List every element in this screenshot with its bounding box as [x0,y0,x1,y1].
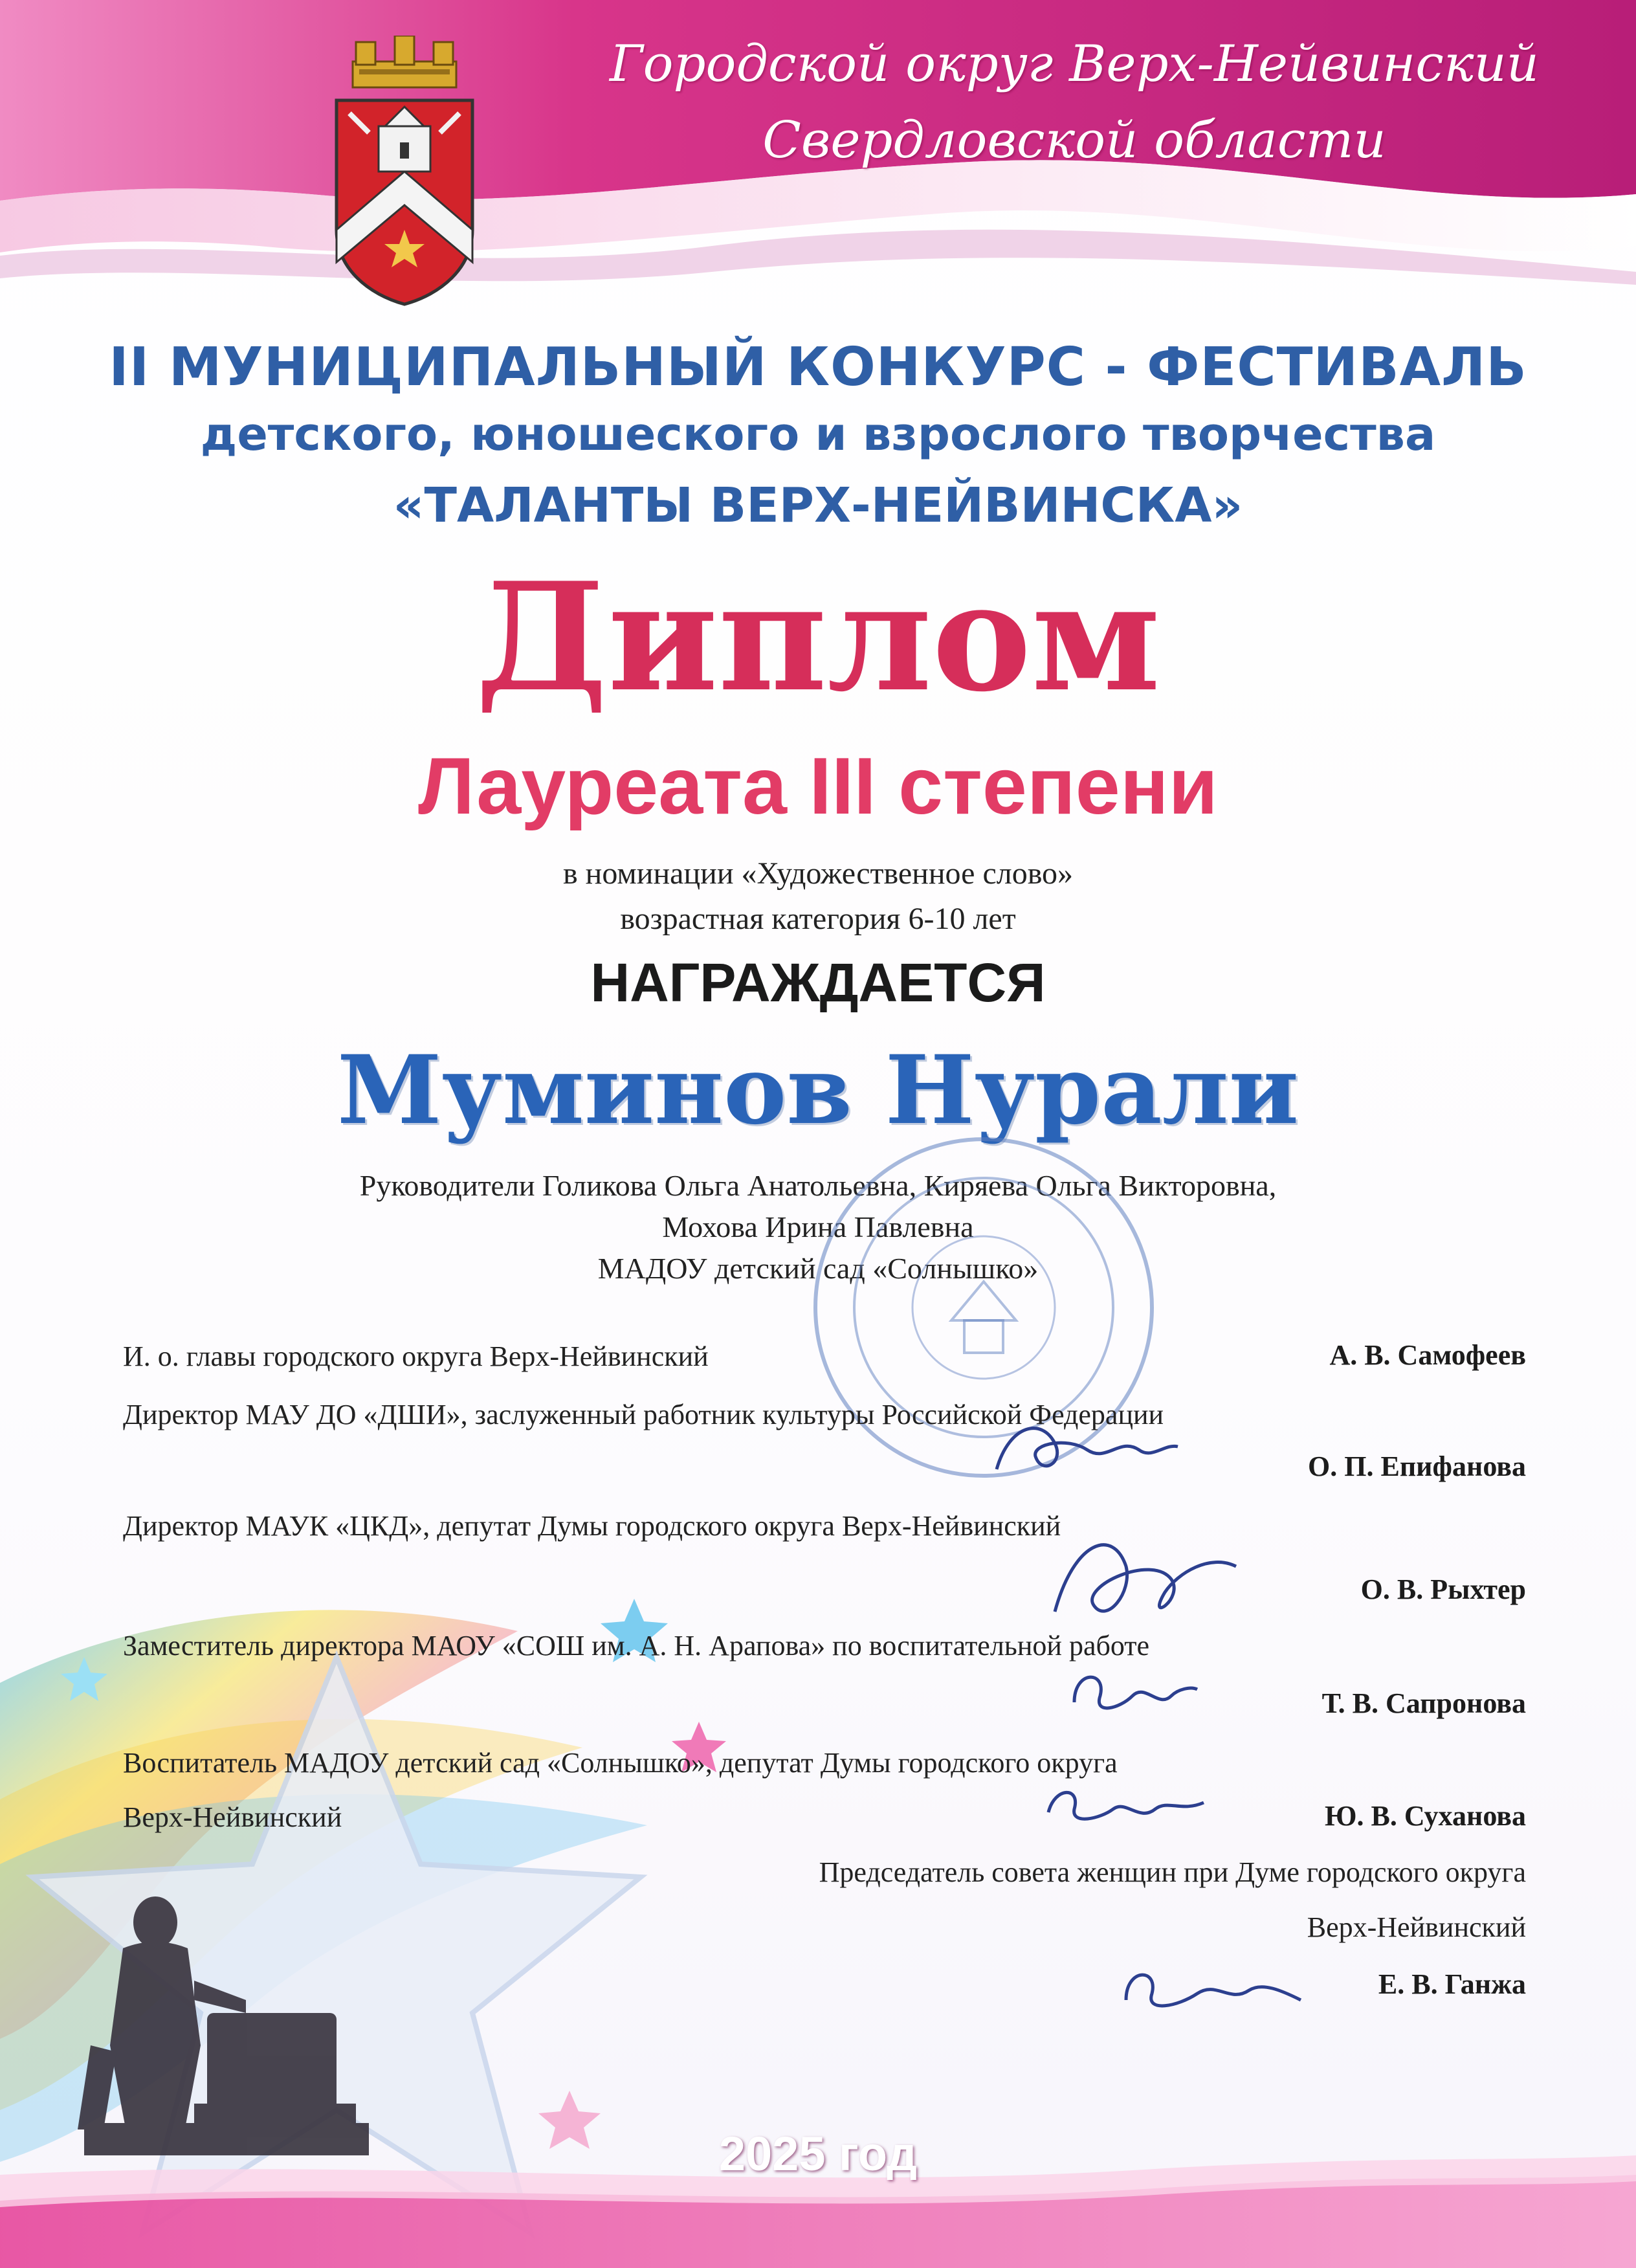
signatory-name-5: Ю. В. Суханова [1324,1800,1526,1832]
signature-3-icon [1061,1657,1204,1728]
signatory-name-4: Т. В. Сапронова [1321,1687,1526,1719]
nomination: в номинации «Художественное слово» [562,856,1074,891]
signature-5-icon [1113,1955,1307,2026]
contest-title: II МУНИЦИПАЛЬНЫЙ КОНКУРС - ФЕСТИВАЛЬ [109,337,1527,398]
signatory-position-6-cont: Верх-Нейвинский [1307,1911,1526,1943]
signatory-name-3: О. В. Рыхтер [1360,1573,1526,1605]
municipality-header [569,26,1579,179]
signatory-name-2: О. П. Епифанова [1308,1451,1526,1482]
signatory-position-2: Директор МАУ ДО «ДШИ», заслуженный работник культуры Российской Федерации [123,1399,1164,1430]
signatory-name-6: Е. В. Ганжа [1378,1968,1526,2000]
municipality-line-2: Свердловской области [762,111,1386,170]
age-category: возрастная категория 6-10 лет [620,902,1016,936]
mentors-line-2: Мохова Ирина Павлевна [662,1210,974,1243]
signature-1-icon [984,1411,1191,1489]
diploma-title: Диплом [475,550,1161,725]
signatory-position-3: Директор МАУК «ЦКД», депутат Думы городского округа Верх-Нейвинский [123,1510,1061,1542]
recipient-name: Муминов Нурали [337,1035,1299,1146]
laureate-degree: Лауреата III степени [418,742,1218,831]
signatory-position-4: Заместитель директора МАОУ «СОШ им. А. Н. Арапова» по воспитательной работе [123,1630,1150,1662]
footer-year: 2025 год [718,2127,918,2181]
mentors-line-3: МАДОУ детский сад «Солнышко» [597,1252,1039,1285]
municipality-line-1: Городской округ Верх-Нейвинский [609,35,1540,93]
signatory-position-5-cont: Верх-Нейвинский [123,1801,342,1833]
signatory-position-1: И. о. главы городского округа Верх-Нейвинский [123,1340,709,1372]
coat-of-arms-icon [324,36,485,307]
awarded-label: НАГРАЖДАЕТСЯ [590,952,1046,1013]
signatory-position-6: Председатель совета женщин при Думе городского округа [819,1856,1526,1888]
mentors-line-1: Руководители Голикова Ольга Анатольевна, Киряева Ольга Викторовна, [359,1169,1277,1202]
signature-4-icon [1035,1773,1217,1845]
signatory-position-5: Воспитатель МАДОУ детский сад «Солнышко», депутат Думы городского округа [123,1747,1118,1779]
contest-subtitle: детского, юношеского и взрослого творчества [200,408,1436,461]
signatory-name-1: А. В. Самофеев [1329,1339,1526,1371]
signature-2-icon [1035,1515,1249,1644]
contest-name: «ТАЛАНТЫ ВЕРХ-НЕЙВИНСКА» [393,478,1243,533]
